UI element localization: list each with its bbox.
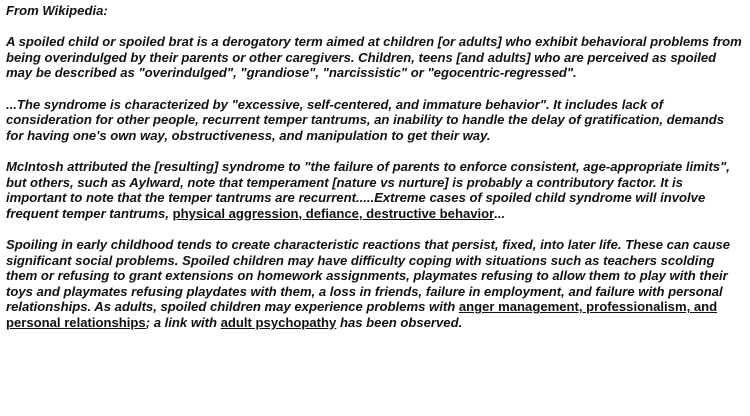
- paragraph-consequences-end: has been observed.: [336, 314, 463, 330]
- paragraph-definition: A spoiled child or spoiled brat is a derogatory term aimed at children [or adults] who exhibit behavioral problems from being overindulged by their parents or other caregivers. Children, teens [and adults] who are perceived as spoiled may be described as "overindulged", "grandiose", "narcissistic" or "egocentric-regressed".: [6, 34, 742, 81]
- paragraph-causes: [6, 159, 744, 221]
- paragraph-causes-ellipsis: ...: [494, 205, 506, 221]
- document-body: [6, 3, 744, 346]
- paragraph-consequences: [6, 237, 744, 331]
- link-anger-management[interactable]: anger management, professionalism, and personal relationships: [6, 299, 718, 330]
- paragraph-consequences-text: Spoiling in early childhood tends to create characteristic reactions that persist, fixed, into later life. These can cause significant social problems. Spoiled children may have difficulty coping with situations such as teachers scolding them or refusing to grant extensions on homework assignments, playmates refusing to allow them to play with their toys and playmates refusing playdates with them, a loss in friends, failure in employment, and failure with personal relationships. As adults, spoiled children may experience problems with: [6, 236, 731, 315]
- link-adult-psychopathy[interactable]: adult psychopathy: [220, 314, 337, 330]
- paragraph-consequences-middle: ; a link with: [145, 314, 221, 330]
- paragraph-causes-text: McIntosh attributed the [resulting] syndrome to "the failure of parents to enforce consistent, age-appropriate limits", but others, such as Aylward, note that temperament [nature vs nurture] is probably a contributory factor. It is important to note that the temper tantrums are recurrent.....Extreme cases of spoiled child syndrome will involve frequent temper tantrums,: [6, 158, 730, 221]
- link-physical-aggression[interactable]: physical aggression, defiance, destructive behavior: [172, 205, 495, 221]
- source-label: From Wikipedia:: [6, 3, 108, 18]
- paragraph-syndrome: ...The syndrome is characterized by "excessive, self-centered, and immature behavior". It includes lack of consideration for other people, recurrent temper tantrums, an inability to handle the delay of gratification, demands for having one's own way, obstructiveness, and manipulation to get their way.: [6, 96, 725, 143]
